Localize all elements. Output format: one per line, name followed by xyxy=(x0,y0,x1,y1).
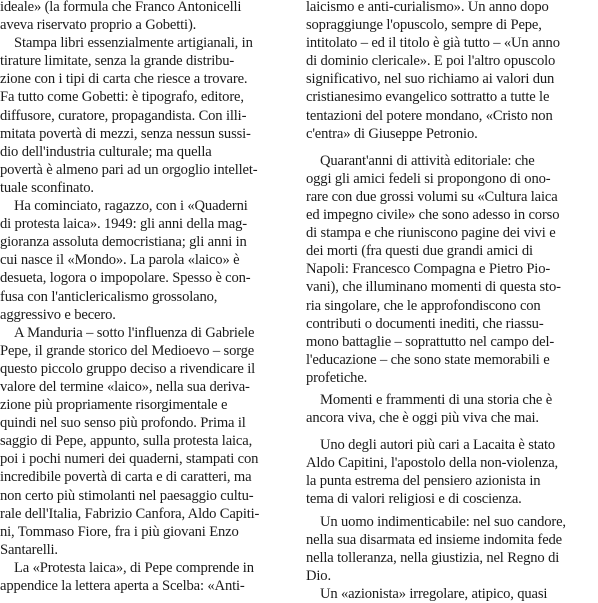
text-line: quindi nel suo senso più profondo. Prima il xyxy=(0,415,246,432)
paragraph xyxy=(0,0,292,34)
paragraph xyxy=(306,152,598,387)
text-line: La «Protesta laica», di Pepe comprende in xyxy=(14,559,254,576)
text-line: tema di valori religiosi e di coscienza. xyxy=(306,491,522,508)
text-line: c'entra» di Giuseppe Petronio. xyxy=(306,125,478,142)
text-line: ed impegno civile» che sono adesso in corso xyxy=(306,207,560,224)
text-line: di protesta laica». 1949: gli anni della mag- xyxy=(0,216,247,233)
text-line: sopraggiunge l'opuscolo, sempre di Pepe, xyxy=(306,17,542,34)
paragraph xyxy=(306,0,598,143)
left-column xyxy=(0,0,292,595)
text-line: rare con due grossi volumi su «Cultura laica xyxy=(306,188,558,205)
paragraph xyxy=(0,324,292,559)
text-line: Stampa libri essenzialmente artigianali, in xyxy=(14,35,253,52)
text-line: povertà è almeno pari ad un orgoglio intellet- xyxy=(0,161,258,178)
text-line: vani), che illuminano momenti di questa sto- xyxy=(306,279,561,296)
text-line: diffusore, curatore, propagandista. Con illi- xyxy=(0,107,247,124)
text-line: gioranza assoluta democristiana; gli anni in xyxy=(0,234,247,251)
text-line: cui nasce il «Mondo». La parola «laico» è xyxy=(0,252,240,269)
text-line: tentazioni del potere mondano, «Cristo non xyxy=(306,107,553,124)
text-line: la punta estrema del pensiero azionista in xyxy=(306,473,541,490)
text-line: di stampa e che riuniscono pagine dei vivi e xyxy=(306,225,556,242)
text-line: Napoli: Francesco Compagna e Pietro Pio- xyxy=(306,261,551,278)
text-line: cristianesimo evangelico sottratto a tutte le xyxy=(306,89,550,106)
text-line: questo piccolo gruppo deciso a rivendicare il xyxy=(0,360,256,377)
text-line: Aldo Capitini, l'apostolo della non-violenza, xyxy=(306,455,559,472)
paragraph-gap xyxy=(306,143,598,152)
text-line: poi i pochi numeri dei quaderni, stampati con xyxy=(0,451,259,468)
text-line: non certo più stimolanti nel paesaggio cultu- xyxy=(0,487,254,504)
text-line: appendice la lettera aperta a Scelba: «Anti- xyxy=(0,578,245,594)
text-line: fusa con l'anticlericalismo grossolano, xyxy=(0,288,218,305)
text-line: A Manduria – sotto l'influenza di Gabriele xyxy=(14,324,255,341)
text-line: aggressivo e becero. xyxy=(0,306,116,323)
text-line: mono battaglie – soprattutto nel campo del- xyxy=(306,333,555,350)
text-line: Un uomo indimenticabile: nel suo candore, xyxy=(320,513,566,530)
paragraph xyxy=(0,559,292,595)
paragraph xyxy=(0,34,292,197)
paragraph xyxy=(306,391,598,427)
text-line: dio dell'industria culturale; ma quella xyxy=(0,143,212,160)
text-line: ideale» (la formula che Franco Antonicelli xyxy=(0,0,242,15)
text-line: oggi gli amici fedeli si propongono di ono- xyxy=(306,170,551,187)
text-line: Ha cominciato, ragazzo, con i «Quaderni xyxy=(14,198,248,215)
text-line: dei morti (fra questi due grandi amici di xyxy=(306,243,533,260)
text-line: nella tolleranza, nella giustizia, nel Regno di xyxy=(306,549,560,566)
text-line: Uno degli autori più cari a Lacaita è stato xyxy=(320,437,556,454)
paragraph xyxy=(0,197,292,324)
text-line: valore del termine «laico», nella sua deriva- xyxy=(0,378,250,395)
text-line: nella sua disarmata ed insieme indomita fede xyxy=(306,531,562,548)
text-line: di dominio clericale». E poi l'altro opuscolo xyxy=(306,53,556,70)
text-line: rale dell'Italia, Fabrizio Canfora, Aldo Capiti- xyxy=(0,505,260,522)
text-line: laicismo e anti-curialismo». Un anno dopo xyxy=(306,0,549,15)
text-line: mitata povertà di mezzi, senza nessun sussi- xyxy=(0,125,251,142)
text-line: zione più propriamente risorgimentale e xyxy=(0,397,228,414)
text-line: Santarelli. xyxy=(0,541,58,558)
paragraph-gap xyxy=(306,427,598,436)
text-line: aveva riservato proprio a Gobetti). xyxy=(0,17,197,34)
text-line: ancora viva, che è oggi più viva che mai. xyxy=(306,410,539,427)
right-column xyxy=(306,0,598,603)
text-line: incredibile povertà di carta e di caratteri, ma xyxy=(0,469,252,486)
text-line: Dio. xyxy=(306,567,331,584)
text-line: l'educazione – che sono state memorabili e xyxy=(306,351,550,368)
text-line: profetiche. xyxy=(306,369,368,386)
text-line: ria singolare, che le approfondiscono con xyxy=(306,297,541,314)
text-line: significativo, nel suo richiamo ai valori dun xyxy=(306,71,555,88)
text-line: Pepe, il grande storico del Medioevo – sorge xyxy=(0,342,255,359)
text-line: tuale sconfinato. xyxy=(0,179,94,196)
text-line: Un «azionista» irregolare, atipico, quasi xyxy=(320,585,548,602)
text-line: ni, Tommaso Fiore, fra i più giovani Enzo xyxy=(0,523,239,540)
text-line: zione con i tipi di carta che riesce a trovare. xyxy=(0,71,248,88)
paragraph xyxy=(306,513,598,585)
text-line: desueta, logora o impopolare. Spesso è con- xyxy=(0,270,251,287)
paragraph xyxy=(306,585,598,603)
text-line: Quarant'anni di attività editoriale: che xyxy=(320,152,535,169)
text-line: contributi o documenti inediti, che riassu- xyxy=(306,315,544,332)
text-line: Momenti e frammenti di una storia che è xyxy=(320,391,553,408)
paragraph xyxy=(306,436,598,508)
text-line: Fa tutto come Gobetti: è tipografo, editore, xyxy=(0,89,244,106)
text-line: tirature limitate, senza la grande distribu- xyxy=(0,53,235,70)
text-line: saggio di Pepe, appunto, sulla protesta laica, xyxy=(0,433,253,450)
text-line: intitolato – ed il titolo è già tutto – «Un anno xyxy=(306,35,560,52)
